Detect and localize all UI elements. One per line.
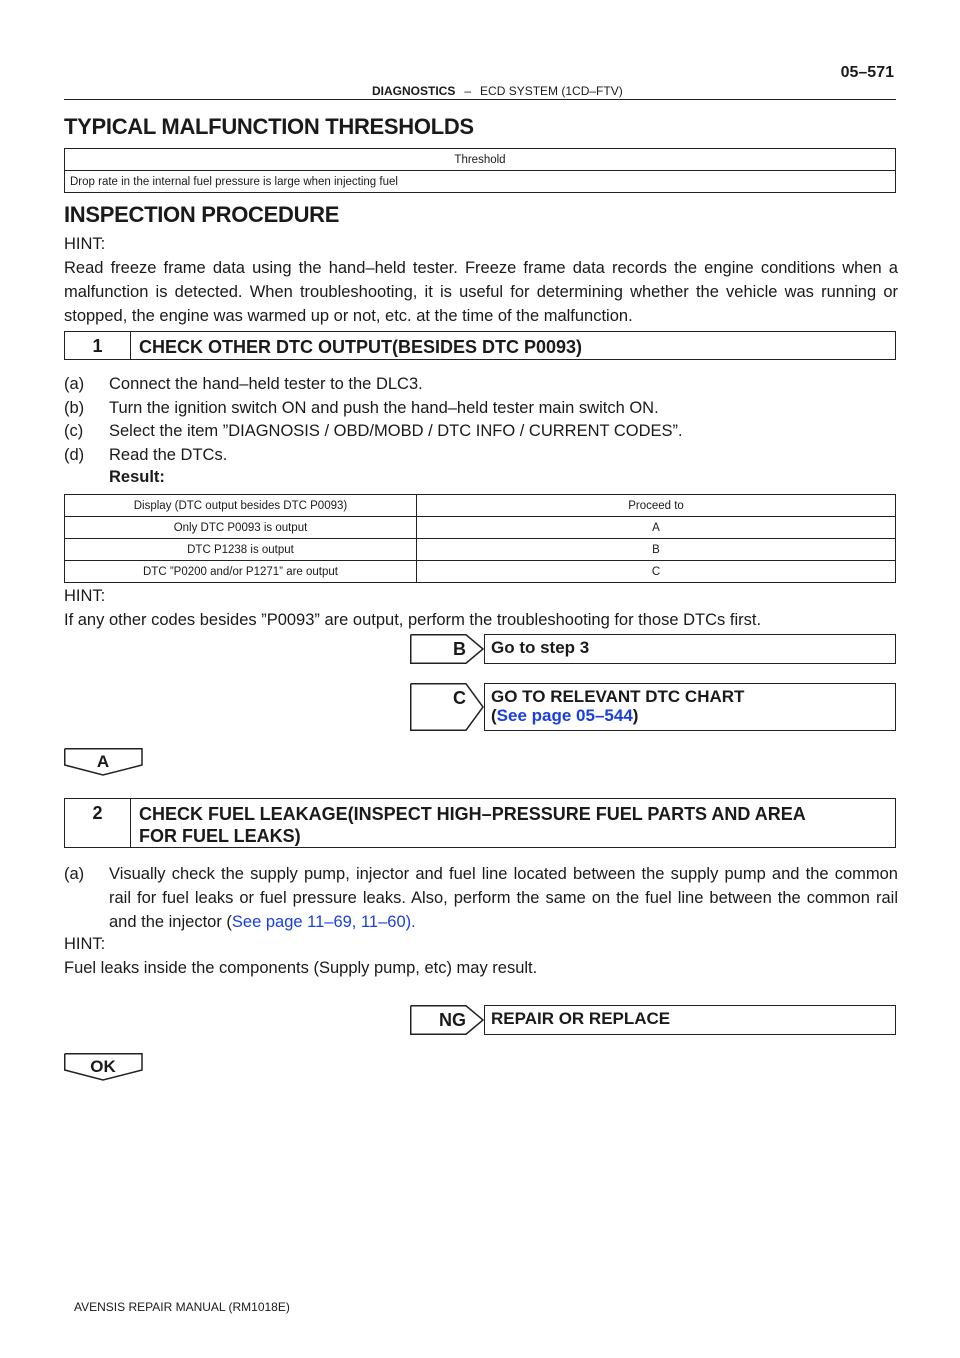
hint-text: Fuel leaks inside the components (Supply pump, etc) may result. [64,959,538,977]
thresholds-header: Threshold [65,149,896,171]
see-page-link[interactable]: See page 05–544 [496,706,633,725]
thresholds-title: TYPICAL MALFUNCTION THRESHOLDS [64,114,474,139]
list-item: (c) Select the item ”DIAGNOSIS / OBD/MOBD / DTC INFO / CURRENT CODES”. [64,422,683,440]
arrow-tag-icon [410,634,484,664]
page-number: 05–571 [840,64,894,81]
step-number: 2 [65,799,131,847]
flow-tag-ok: OK [64,1053,144,1081]
header-section: DIAGNOSTICS [372,84,456,98]
step-1-header [64,331,896,360]
step-2-header [64,798,896,848]
step-1-instructions [64,373,898,467]
table-header: Proceed to [417,495,896,517]
branch-b-tag: B [410,634,484,664]
step-2-instructions [64,862,898,934]
thresholds-row: Drop rate in the internal fuel pressure is large when injecting fuel [65,171,896,193]
flow-tag-a: A [64,748,144,776]
list-item: (a) Connect the hand–held tester to the DLC3. [64,375,423,393]
branch-b [410,634,896,664]
list-item: (d) Read the DTCs. [64,445,228,464]
thresholds-table [64,148,896,193]
list-item: (a) Visually check the supply pump, injector and fuel line located between the supply pump and the common rail for fuel leaks or fuel pressure leaks. Also, perform the same on the fuel line between the common rail and the injector (See page 11–69, 11–60). [64,865,898,931]
table-header: Display (DTC output besides DTC P0093) [65,495,417,517]
branch-ng-tag: NG [410,1005,484,1035]
list-item: (b) Turn the ignition switch ON and push the hand–held tester main switch ON. [64,398,659,417]
hint-text: If any other codes besides ”P0093” are output, perform the troubleshooting for those DTCs first. [64,611,762,629]
table-row: Only DTC P0093 is output A [65,517,896,539]
branch-ng-action: REPAIR OR REPLACE [484,1005,896,1035]
branch-c-action: GO TO RELEVANT DTC CHART (See page 05–544) [484,683,896,731]
step-1-hint [64,584,898,632]
header-subsection: ECD SYSTEM (1CD–FTV) [480,84,623,98]
hint-label: HINT: [64,235,106,253]
hint-label: HINT: [64,935,106,953]
page-footer: AVENSIS REPAIR MANUAL (RM1018E) [74,1300,290,1314]
branch-ng [410,1005,896,1035]
step-title: CHECK OTHER DTC OUTPUT(BESIDES DTC P0093) [139,337,583,357]
table-row: DTC P1238 is output B [65,539,896,561]
arrow-tag-icon [410,683,484,731]
header-dash: – [464,84,472,98]
table-row: DTC ”P0200 and/or P1271” are output C [65,561,896,583]
header-rule [64,99,896,100]
step-number: 1 [65,332,131,359]
branch-c-tag: C [410,683,484,731]
hint-label: HINT: [64,587,106,605]
running-header [372,84,623,98]
branch-c [410,683,896,731]
inspection-title: INSPECTION PROCEDURE [64,202,340,227]
step-2-hint [64,932,898,980]
hint-text: Read freeze frame data using the hand–held tester. Freeze frame data records the engine conditions when a malfunction is detected. When troubleshooting, it is useful for determining whether the vehicle was running or stopped, the engine was warmed up or not, etc. at the time of the malfunction. [64,259,898,325]
result-table [64,494,896,583]
step-title: CHECK FUEL LEAKAGE(INSPECT HIGH–PRESSURE FUEL PARTS AND AREA FOR FUEL LEAKS) [139,804,806,846]
inspection-hint [64,232,898,328]
see-page-link[interactable]: See page 11–69, 11–60). [231,913,416,931]
result-label: Result: [109,468,165,486]
branch-b-action: Go to step 3 [484,634,896,664]
